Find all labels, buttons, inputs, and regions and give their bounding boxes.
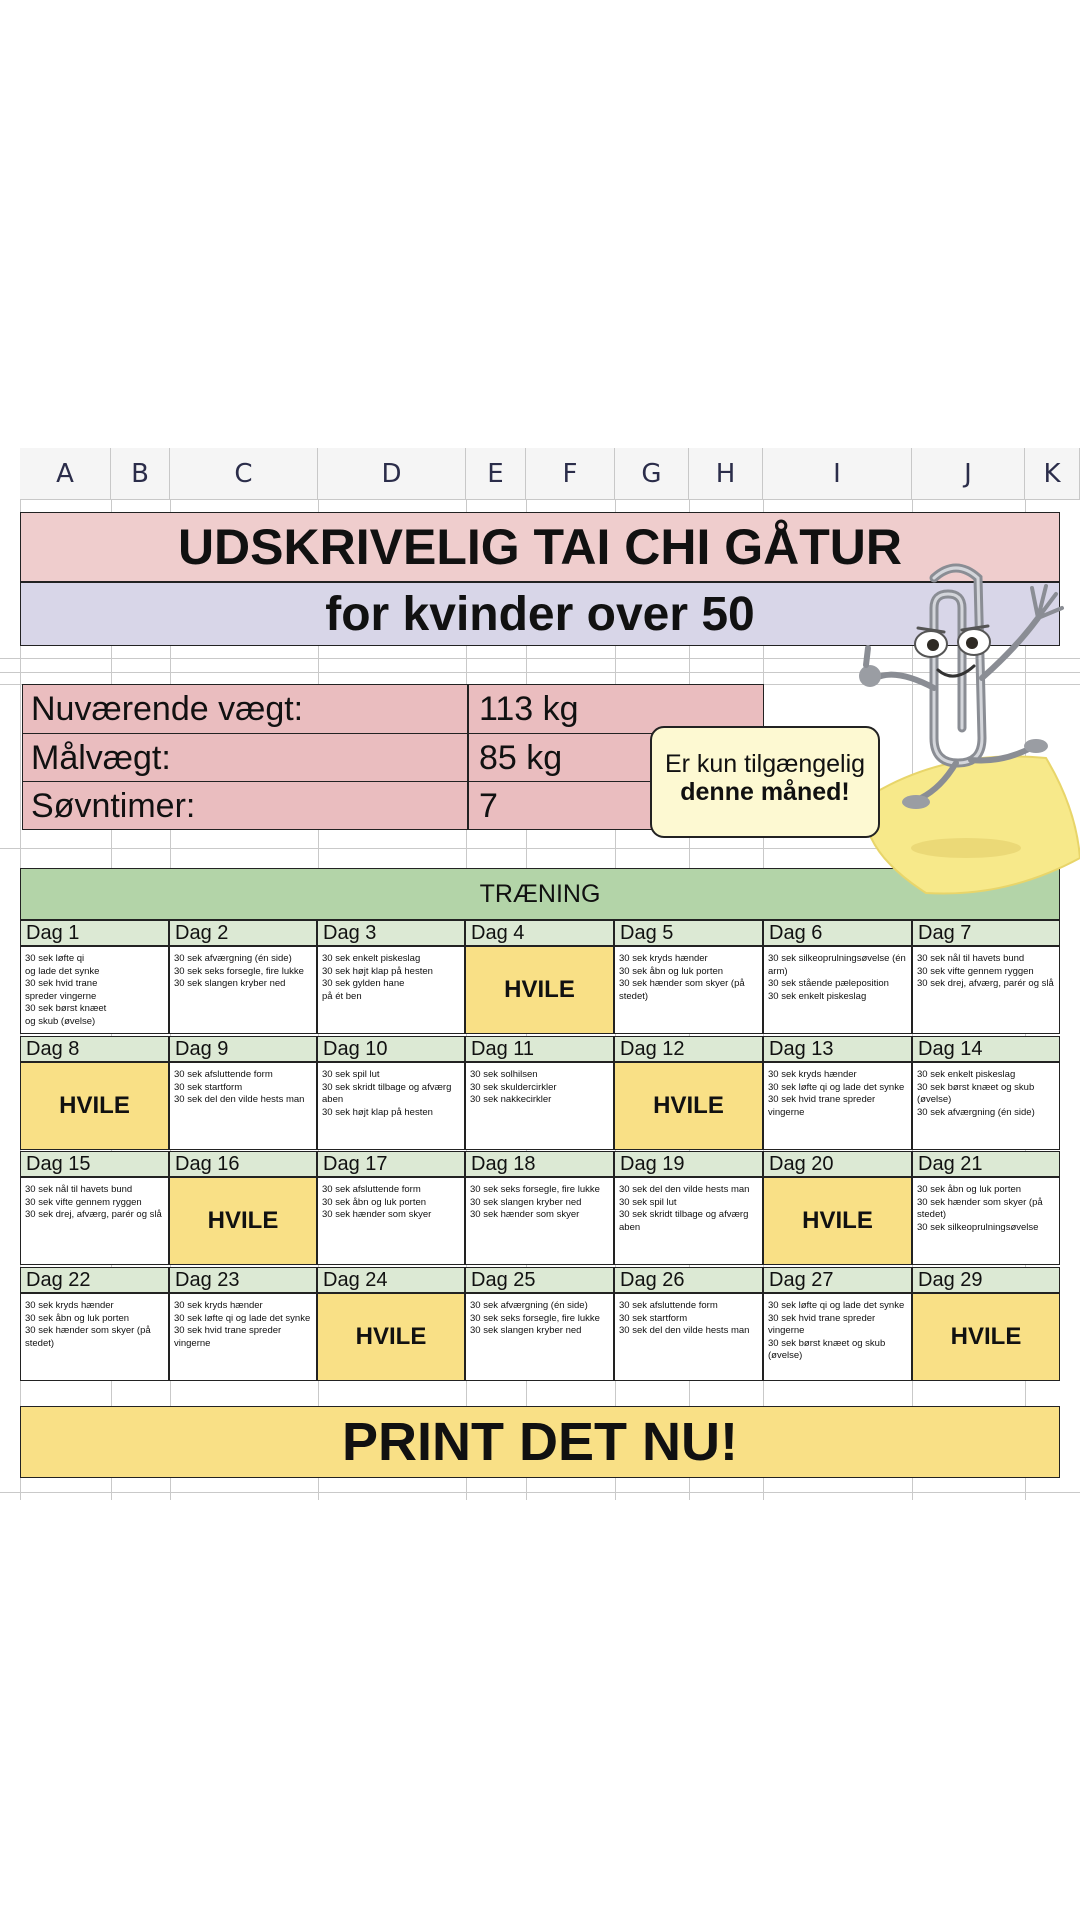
speech-bubble: [650, 726, 880, 838]
column-header-k[interactable]: K: [1025, 448, 1080, 500]
exercise-line: 30 sek afværgning (én side): [917, 1106, 1035, 1118]
exercise-line: 30 sek seks forsegle, fire lukke: [470, 1312, 600, 1324]
exercise-line: 30 sek enkelt piskeslag: [768, 990, 867, 1002]
exercise-line: 30 sek vifte gennem ryggen: [25, 1196, 142, 1208]
exercise-cell[interactable]: [465, 1062, 614, 1150]
exercise-cell[interactable]: [763, 1062, 912, 1150]
exercise-line: 30 sek afsluttende form: [619, 1300, 718, 1311]
exercise-line: aben: [322, 1094, 344, 1105]
exercise-line: 30 sek del den vilde hests man: [619, 1325, 750, 1336]
exercise-cell[interactable]: [169, 1293, 317, 1381]
day-header: Dag 1: [20, 920, 169, 946]
exercise-line: 30 sek hænder som skyer (på: [25, 1325, 151, 1336]
exercise-line: 30 sek hænder som skyer: [470, 1209, 580, 1220]
exercise-cell[interactable]: [20, 1177, 169, 1265]
day-header: Dag 26: [614, 1267, 763, 1293]
column-header-b[interactable]: B: [111, 448, 170, 500]
page-title: UDSKRIVELIG TAI CHI GÅTUR: [20, 512, 1060, 582]
column-header-d[interactable]: D: [318, 448, 466, 500]
exercise-line: 30 sek slangen kryber ned: [174, 978, 286, 989]
exercise-line: på ét ben: [322, 990, 362, 1002]
day-header: Dag 15: [20, 1151, 169, 1177]
column-header-f[interactable]: F: [526, 448, 615, 500]
exercise-cell[interactable]: [317, 1062, 465, 1150]
exercise-line: 30 sek slangen kryber ned: [470, 1325, 582, 1336]
paperclip-mascot-icon: [806, 548, 1080, 898]
print-now-button[interactable]: PRINT DET NU!: [20, 1406, 1060, 1478]
exercise-line: 30 sek startform: [174, 1081, 243, 1093]
exercise-cell[interactable]: [614, 1177, 763, 1265]
exercise-line: 30 sek del den vilde hests man: [619, 1184, 750, 1195]
rest-day-cell[interactable]: HVILE: [317, 1293, 465, 1381]
day-header: Dag 27: [763, 1267, 912, 1293]
exercise-line: 30 sek afsluttende form: [174, 1069, 273, 1080]
page-subtitle: for kvinder over 50: [20, 582, 1060, 646]
exercise-line: 30 sek kryds hænder: [768, 1069, 857, 1080]
day-header: Dag 23: [169, 1267, 317, 1293]
day-header: Dag 11: [465, 1036, 614, 1062]
day-header: Dag 20: [763, 1151, 912, 1177]
exercise-line: 30 sek startform: [619, 1312, 688, 1324]
rest-day-cell[interactable]: HVILE: [912, 1293, 1060, 1381]
exercise-line: 30 sek løfte qi: [25, 953, 85, 964]
exercise-line: 30 sek afværgning (én side): [174, 953, 292, 964]
exercise-line: 30 sek åbn og luk porten: [322, 1196, 427, 1208]
column-header-a[interactable]: A: [20, 448, 111, 500]
exercise-line: 30 sek højt klap på hesten: [322, 965, 433, 977]
exercise-line: 30 sek hvid trane spreder: [174, 1325, 282, 1336]
info-row-current-weight: [23, 685, 763, 733]
exercise-line: 30 sek skridt tilbage og afværg: [322, 1081, 452, 1093]
exercise-line: 30 sek spil lut: [322, 1069, 380, 1080]
day-header: Dag 16: [169, 1151, 317, 1177]
day-header: Dag 19: [614, 1151, 763, 1177]
info-value[interactable]: 7: [479, 786, 498, 825]
exercise-cell[interactable]: [614, 1293, 763, 1381]
rest-day-cell[interactable]: HVILE: [20, 1062, 169, 1150]
exercise-line: 30 sek seks forsegle, fire lukke: [174, 965, 304, 977]
day-header: Dag 5: [614, 920, 763, 946]
exercise-cell[interactable]: [169, 1062, 317, 1150]
exercise-line: 30 sek hænder som skyer (på: [917, 1196, 1043, 1208]
day-header: Dag 10: [317, 1036, 465, 1062]
exercise-line: 30 sek enkelt piskeslag: [917, 1069, 1016, 1080]
rest-day-cell[interactable]: HVILE: [465, 946, 614, 1034]
day-header: Dag 29: [912, 1267, 1060, 1293]
exercise-line: 30 sek gylden hane: [322, 978, 405, 989]
column-header-i[interactable]: I: [763, 448, 912, 500]
day-header: Dag 22: [20, 1267, 169, 1293]
day-header: Dag 17: [317, 1151, 465, 1177]
exercise-line: 30 sek hvid trane: [25, 978, 98, 989]
exercise-line: 30 sek hvid trane spreder: [768, 1094, 876, 1105]
exercise-line: 30 sek børst knæet: [25, 1003, 107, 1014]
exercise-line: 30 sek silkeoprulningsøvelse (én: [768, 953, 906, 964]
exercise-cell[interactable]: [912, 946, 1060, 1034]
grid-line-horizontal: [0, 1492, 1080, 1493]
exercise-line: 30 sek børst knæet og skub: [917, 1081, 1035, 1093]
column-header-c[interactable]: C: [170, 448, 318, 500]
exercise-line: 30 sek hænder som skyer: [322, 1209, 432, 1220]
exercise-cell[interactable]: [763, 946, 912, 1034]
exercise-line: og skub (øvelse): [25, 1015, 96, 1027]
day-header: Dag 6: [763, 920, 912, 946]
day-header: Dag 7: [912, 920, 1060, 946]
exercise-line: 30 sek skridt tilbage og afværg: [619, 1209, 749, 1220]
day-header: Dag 21: [912, 1151, 1060, 1177]
exercise-line: 30 sek stående pæleposition: [768, 978, 889, 989]
exercise-line: 30 sek kryds hænder: [174, 1300, 263, 1311]
exercise-line: 30 sek åbn og luk porten: [619, 965, 724, 977]
info-value[interactable]: 85 kg: [479, 738, 563, 777]
exercise-line: 30 sek hænder som skyer (på: [619, 978, 745, 989]
exercise-cell[interactable]: [465, 1177, 614, 1265]
info-label: Målvægt:: [31, 738, 171, 777]
column-header-j[interactable]: J: [912, 448, 1025, 500]
exercise-line: 30 sek kryds hænder: [619, 953, 708, 964]
bubble-line-2: denne måned!: [680, 778, 850, 806]
exercise-cell[interactable]: [912, 1062, 1060, 1150]
exercise-line: 30 sek drej, afværg, parér og slå: [917, 978, 1054, 989]
exercise-line: stedet): [25, 1337, 55, 1349]
column-header-h[interactable]: H: [689, 448, 763, 500]
exercise-line: 30 sek del den vilde hests man: [174, 1094, 305, 1105]
rest-day-cell[interactable]: HVILE: [763, 1177, 912, 1265]
exercise-line: (øvelse): [768, 1350, 803, 1361]
exercise-line: 30 sek løfte qi og lade det synke: [768, 1300, 905, 1311]
exercise-line: 30 sek løfte qi og lade det synke: [768, 1081, 905, 1093]
exercise-line: 30 sek seks forsegle, fire lukke: [470, 1184, 600, 1195]
day-header: Dag 8: [20, 1036, 169, 1062]
exercise-line: 30 sek hvid trane spreder: [768, 1312, 876, 1324]
exercise-cell[interactable]: [20, 946, 169, 1034]
bubble-line-1: Er kun tilgængelig: [664, 750, 866, 778]
exercise-line: 30 sek afsluttende form: [322, 1184, 421, 1195]
rest-day-cell[interactable]: HVILE: [614, 1062, 763, 1150]
exercise-cell[interactable]: [20, 1293, 169, 1381]
exercise-line: 30 sek slangen kryber ned: [470, 1196, 582, 1208]
exercise-line: 30 sek solhilsen: [470, 1069, 538, 1080]
day-header: Dag 13: [763, 1036, 912, 1062]
exercise-line: 30 sek drej, afværg, parér og slå: [25, 1209, 162, 1220]
exercise-line: 30 sek skuldercirkler: [470, 1081, 557, 1093]
exercise-line: arm): [768, 965, 788, 977]
exercise-line: 30 sek enkelt piskeslag: [322, 953, 421, 964]
exercise-cell[interactable]: [614, 946, 763, 1034]
exercise-line: (øvelse): [917, 1094, 952, 1105]
day-header: Dag 14: [912, 1036, 1060, 1062]
day-header: Dag 24: [317, 1267, 465, 1293]
exercise-line: 30 sek nål til havets bund: [917, 953, 1025, 964]
exercise-line: 30 sek børst knæet og skub: [768, 1337, 886, 1349]
exercise-line: stedet): [619, 990, 649, 1002]
exercise-line: vingerne: [174, 1337, 211, 1349]
exercise-line: 30 sek kryds hænder: [25, 1300, 114, 1311]
exercise-line: aben: [619, 1221, 641, 1233]
exercise-line: 30 sek nakkecirkler: [470, 1094, 552, 1105]
day-header: Dag 4: [465, 920, 614, 946]
exercise-line: 30 sek vifte gennem ryggen: [917, 965, 1034, 977]
info-value[interactable]: 113 kg: [479, 689, 579, 728]
exercise-line: stedet): [917, 1209, 947, 1220]
exercise-line: 30 sek åbn og luk porten: [25, 1312, 130, 1324]
info-label: Søvntimer:: [31, 786, 196, 825]
exercise-cell[interactable]: [763, 1293, 912, 1381]
exercise-line: 30 sek silkeoprulningsøvelse: [917, 1221, 1039, 1233]
info-label: Nuværende vægt:: [31, 689, 304, 728]
column-header-g[interactable]: G: [615, 448, 689, 500]
exercise-line: 30 sek afværgning (én side): [470, 1300, 588, 1311]
exercise-cell[interactable]: [317, 946, 465, 1034]
exercise-line: 30 sek nål til havets bund: [25, 1184, 133, 1195]
spreadsheet: [0, 448, 1080, 1498]
exercise-line: vingerne: [768, 1106, 805, 1118]
day-header: Dag 2: [169, 920, 317, 946]
exercise-line: 30 sek højt klap på hesten: [322, 1106, 433, 1118]
exercise-line: og lade det synke: [25, 965, 100, 977]
exercise-line: vingerne: [768, 1325, 805, 1336]
exercise-cell[interactable]: [317, 1177, 465, 1265]
exercise-line: 30 sek løfte qi og lade det synke: [174, 1312, 311, 1324]
exercise-cell[interactable]: [169, 946, 317, 1034]
rest-day-cell[interactable]: HVILE: [169, 1177, 317, 1265]
day-header: Dag 18: [465, 1151, 614, 1177]
exercise-line: 30 sek spil lut: [619, 1196, 677, 1208]
day-header: Dag 3: [317, 920, 465, 946]
training-header: TRÆNING: [20, 868, 1060, 920]
exercise-cell[interactable]: [465, 1293, 614, 1381]
day-header: Dag 25: [465, 1267, 614, 1293]
day-header: Dag 12: [614, 1036, 763, 1062]
day-header: Dag 9: [169, 1036, 317, 1062]
exercise-cell[interactable]: [912, 1177, 1060, 1265]
exercise-line: 30 sek åbn og luk porten: [917, 1184, 1022, 1195]
column-header-e[interactable]: E: [466, 448, 526, 500]
exercise-line: spreder vingerne: [25, 990, 97, 1002]
